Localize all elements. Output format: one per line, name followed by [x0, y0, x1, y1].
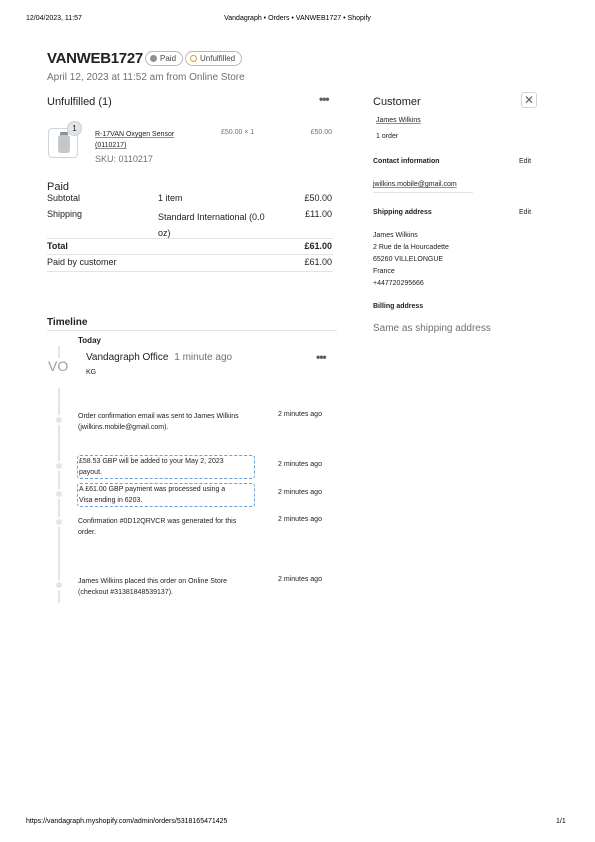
shipping-label: Shipping — [47, 209, 83, 219]
billing-address-value: Same as shipping address — [373, 323, 491, 334]
shipping-address-block — [373, 230, 449, 290]
paid-badge — [145, 51, 183, 66]
paid-divider — [47, 271, 333, 272]
unfulfilled-badge-label: Unfulfilled — [200, 54, 236, 63]
total-divider — [47, 254, 333, 255]
timeline-event: Confirmation #0D12QRVCR was generated for this order. — [78, 518, 237, 536]
address-line: France — [373, 268, 395, 275]
comment-text: KG — [86, 369, 97, 376]
product-sku: SKU: 0110217 — [95, 154, 153, 164]
billing-address-heading: Billing address — [373, 303, 424, 310]
address-line: 2 Rue de la Hourcadette — [373, 244, 449, 251]
shipping-address-heading: Shipping address — [373, 209, 432, 216]
avatar: VO — [48, 358, 69, 374]
timeline-dot — [54, 580, 64, 590]
timeline-event-time: 2 minutes ago — [278, 516, 322, 523]
timeline-event: Order confirmation email was sent to James Wilkins (jwilkins.mobile@gmail.com). — [78, 413, 239, 431]
customer-name-link[interactable]: James Wilkins — [376, 117, 421, 124]
timeline-dot — [54, 517, 64, 527]
more-horizontal-icon[interactable]: ••• — [319, 92, 329, 106]
product-price-qty: £50.00 × 1 — [221, 129, 255, 136]
comment-author: Vandagraph Office 1 minute ago — [86, 352, 233, 363]
timeline-event[interactable]: A £61.00 GBP payment was processed using a Visa ending in 6203. — [77, 483, 255, 507]
print-url: https://vandagraph.myshopify.com/admin/orders/5318165471425 — [26, 818, 228, 825]
timeline-heading: Timeline — [47, 317, 88, 328]
unfulfilled-dot-icon — [190, 55, 197, 62]
customer-heading: Customer — [373, 96, 421, 108]
address-line: 65260 VILLELONGUE — [373, 256, 444, 263]
comment-more-icon[interactable]: ••• — [316, 350, 326, 364]
paid-by-customer-value: £61.00 — [304, 257, 332, 267]
shipping-desc: Standard International (0.0 oz) — [158, 212, 265, 238]
print-datetime: 12/04/2023, 11:57 — [26, 15, 82, 22]
contact-edit-link[interactable]: Edit — [519, 158, 532, 165]
timeline-event: James Wilkins placed this order on Online Store (checkout #31381848539137). — [78, 578, 228, 596]
subtotal-value: £50.00 — [304, 193, 332, 203]
unfulfilled-heading: Unfulfilled (1) — [47, 96, 112, 108]
timeline-divider — [47, 330, 337, 331]
total-value: £61.00 — [304, 241, 332, 251]
paid-badge-label: Paid — [160, 54, 177, 63]
unfulfilled-badge — [185, 51, 242, 66]
timeline-dot — [54, 415, 64, 425]
timeline-event-time: 2 minutes ago — [278, 461, 322, 468]
product-line-total: £50.00 — [310, 129, 332, 136]
address-line: James Wilkins — [373, 232, 418, 239]
customer-orders: 1 order — [376, 133, 399, 140]
customer-email-link[interactable]: jwilkins.mobile@gmail.com — [373, 181, 457, 188]
timeline-dot — [54, 461, 64, 471]
quantity-badge: 1 — [67, 121, 82, 136]
timeline-event[interactable]: £58.53 GBP will be added to your May 2, 2023 payout. — [77, 455, 255, 479]
timeline-today-label: Today — [78, 336, 101, 345]
paid-dot-icon — [150, 55, 157, 62]
total-label: Total — [47, 241, 68, 251]
close-icon[interactable]: ✕ — [521, 92, 537, 108]
order-subtitle: April 12, 2023 at 11:52 am from Online Store — [47, 72, 245, 83]
timeline-event-time: 2 minutes ago — [278, 489, 322, 496]
contact-heading: Contact information — [373, 158, 440, 165]
timeline-dot — [54, 489, 64, 499]
product-link[interactable]: R-17VAN Oxygen Sensor (0110217) — [95, 131, 175, 149]
timeline-event-time: 2 minutes ago — [278, 576, 322, 583]
address-line: +447720295666 — [373, 280, 424, 287]
print-page-title: Vandagraph • Orders • VANWEB1727 • Shopify — [224, 15, 371, 22]
paid-by-customer-label: Paid by customer — [47, 257, 117, 267]
shipping-value: £11.00 — [305, 209, 332, 219]
shipping-edit-link[interactable]: Edit — [519, 209, 532, 216]
payment-divider — [47, 238, 333, 239]
subtotal-desc: 1 item — [158, 193, 183, 203]
subtotal-label: Subtotal — [47, 193, 81, 203]
payment-heading: Paid — [47, 181, 70, 193]
timeline-event-time: 2 minutes ago — [278, 411, 322, 418]
order-title: VANWEB1727 — [47, 50, 143, 67]
print-page-count: 1/1 — [556, 818, 566, 825]
